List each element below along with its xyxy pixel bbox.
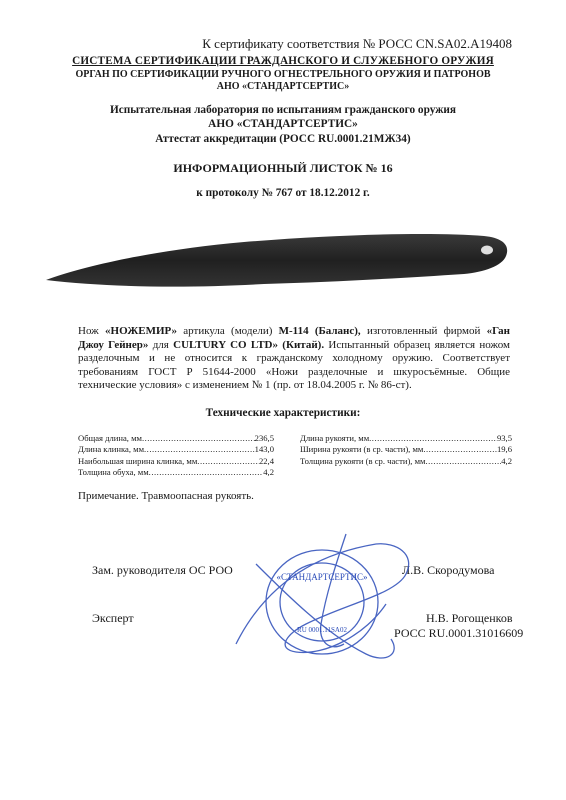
product-description	[78, 325, 510, 393]
stamp-seal	[226, 524, 436, 674]
lab-accreditation: Аттестат аккредитации (РОСС RU.0001.21МЖ34)	[155, 133, 411, 145]
spec-label: Толщина обуха, мм	[78, 467, 149, 478]
spec-row	[300, 456, 512, 467]
maker-name: CULTURY CO LTD» (Китай).	[173, 338, 325, 351]
spec-row	[78, 444, 274, 455]
expert-certificate: РОСС RU.0001.31016609	[394, 626, 524, 640]
spec-row	[300, 444, 512, 455]
spec-value: 19,6	[496, 444, 512, 455]
model-name: М-114 (Баланс),	[278, 325, 361, 337]
signer-name-deputy: Л.В. Скородумова	[402, 563, 495, 577]
spec-value: 4,2	[263, 467, 274, 478]
spec-label: Длина рукояти, мм	[300, 433, 370, 443]
spec-label: Толщина рукояти (в ср. части), мм	[300, 455, 426, 466]
signature-scribble	[236, 544, 409, 653]
spec-label: Наибольшая ширина клинка, мм	[78, 455, 198, 466]
knife-image	[44, 222, 514, 302]
desc-text-4: для	[148, 338, 174, 351]
signer-name-expert: Н.В. Рогощенков	[426, 611, 513, 625]
brand-name: «НОЖЕМИР»	[105, 325, 178, 337]
desc-text-1: Нож	[78, 325, 106, 337]
certificate-reference: К сертификату соответствия № РОСС CN.SA02.A19408	[202, 36, 512, 51]
spec-label: Ширина рукояти (в ср. части), мм	[300, 444, 424, 455]
stamp-text: «СТАНДАРТСЕРТИС»	[276, 572, 368, 582]
org-header: АНО «СТАНДАРТСЕРТИС»	[216, 81, 350, 92]
maker-prefix: «Ган Джоу Гейнер»	[78, 325, 510, 351]
lab-org: АНО «СТАНДАРТСЕРТИС»	[208, 118, 358, 130]
spec-row	[78, 433, 274, 444]
spec-value: 143,0	[254, 444, 274, 455]
specs-title: Технические характеристики:	[205, 407, 361, 419]
spec-value: 93,5	[496, 433, 512, 443]
specs-left-column	[78, 433, 274, 479]
desc-text-5: Испытанный образец является ножом разделочным и не относится к гражданскому холодному оружию. Соответствует требованиям ГОСТ Р 51644-2000 «Ножи разделочные и шкуросъёмные. Общие технические условия» с изменением № 1 (пр. от 18.04.2005 г. № 86-ст).	[78, 338, 511, 392]
note: Примечание. Травмоопасная рукоять.	[78, 490, 254, 502]
desc-text-2: артикула (модели)	[177, 325, 279, 337]
spec-row	[78, 467, 274, 478]
spec-value: 4,2	[501, 455, 512, 466]
spec-row	[78, 456, 274, 467]
protocol-reference: к протоколу № 767 от 18.12.2012 г.	[196, 187, 370, 199]
page-title: ИНФОРМАЦИОННЫЙ ЛИСТОК № 16	[173, 161, 393, 175]
spec-label: Длина клинка, мм	[78, 444, 145, 455]
signer-role-expert: Эксперт	[92, 611, 134, 625]
specs-right-column	[300, 433, 512, 467]
spec-value: 236,5	[254, 433, 274, 443]
desc-text-3: изготовленный фирмой	[360, 325, 487, 337]
spec-value: 22,4	[258, 455, 274, 466]
organ-header: ОРГАН ПО СЕРТИФИКАЦИИ РУЧНОГО ОГНЕСТРЕЛЬНОГО ОРУЖИЯ И ПАТРОНОВ	[75, 69, 491, 80]
system-header: СИСТЕМА СЕРТИФИКАЦИИ ГРАЖДАНСКОГО И СЛУЖЕБНОГО ОРУЖИЯ	[72, 55, 494, 67]
stamp-reg: RU 0001.11SA02	[297, 626, 347, 634]
spec-row	[300, 433, 512, 444]
signer-role-deputy: Зам. руководителя ОС РОО	[92, 563, 233, 577]
spec-label: Общая длина, мм	[78, 433, 142, 443]
lab-name: Испытательная лаборатория по испытаниям гражданского оружия	[109, 104, 457, 116]
